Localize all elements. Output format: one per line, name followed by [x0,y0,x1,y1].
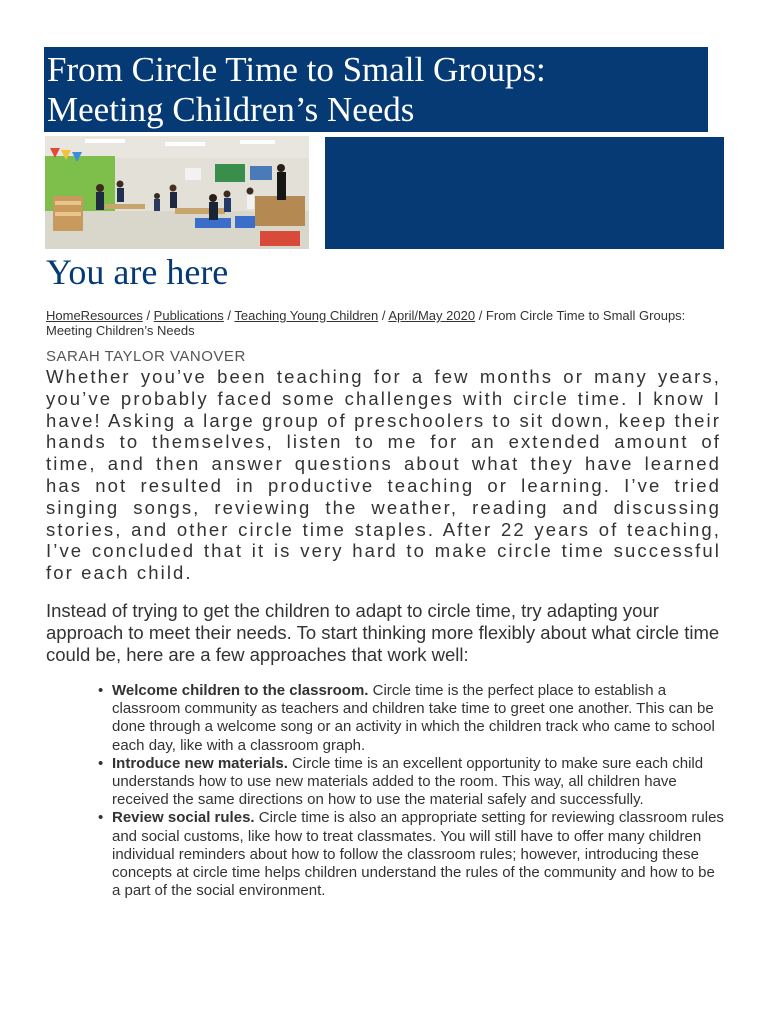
breadcrumb-separator: / [223,308,235,323]
list-item-heading: Introduce new materials. [112,754,288,772]
bullet-dot: • [98,754,104,772]
article-intro-paragraph: Instead of trying to get the children to adapt to circle time, try adapting your approach to meet their needs. To start thinking more flexibly about what circle time could be, here are a few approaches that work well: [46,600,720,665]
page-title-banner [44,47,708,132]
breadcrumb-issue-link[interactable]: April/May 2020 [388,308,476,323]
list-item-text: Circle time is also an appropriate setting for reviewing classroom rules and social customs, like how to treat classmates. You will still have to offer many children individual reminders about how to follow the classroom rules; however, introducing these concepts at circle time helps children understand the rules of the community and how to be a part of the social environment. [112,809,724,900]
list-item-text: Circle time is an excellent opportunity to make sure each child understands how to use new materials added to the room. This way, all children have received the same directions on how to use the material safely and successfully. [112,754,704,809]
list-item [98,755,724,810]
breadcrumb-publications-link[interactable]: Publications [153,308,224,323]
breadcrumb-home-link[interactable]: HomeResources [46,308,143,323]
page-title-line-2: Meeting Children’s Needs [47,90,415,129]
header-banner-panel [325,137,724,249]
bullet-dot: • [98,809,104,827]
breadcrumb [46,308,726,338]
page-title-line-1: From Circle Time to Small Groups: [47,50,546,89]
classroom-photo [45,136,309,249]
list-item-text: Circle time is the perfect place to establish a classroom community as teachers and children take time to greet one another. This can be done through a welcome song or an activity in which the children track who came to school each day, like with a classroom graph. [112,682,715,754]
article-author: SARAH TAYLOR VANOVER [46,348,246,365]
you-are-here-heading: You are here [46,252,229,292]
breadcrumb-teaching-link[interactable]: Teaching Young Children [234,308,379,323]
bullet-dot: • [98,682,104,699]
article-lead-paragraph: Whether you’ve been teaching for a few months or many years, you’ve probably faced some challenges with circle time. I know I have! Asking a large group of preschoolers to sit down, keep their hands to themselves, listen to me for an extended amount of time, and then answer questions about what they have learned has not resulted in productive teaching or learning. I’ve tried singing songs, reviewing the weather, reading and discussing stories, and other circle time staples. After 22 years of teaching, I’ve concluded that it is very hard to make circle time successful for each child. [46,366,721,584]
breadcrumb-separator: / [142,308,154,323]
list-item [98,682,724,755]
breadcrumb-current: From Circle Time to Small Groups: Meeting Children’s Needs [46,308,686,338]
breadcrumb-separator: / [475,308,486,323]
approaches-list [84,682,724,900]
list-item-heading: Welcome children to the classroom. [112,682,369,699]
breadcrumb-separator: / [378,308,389,323]
list-item-heading: Review social rules. [112,809,255,827]
list-item [98,809,724,900]
